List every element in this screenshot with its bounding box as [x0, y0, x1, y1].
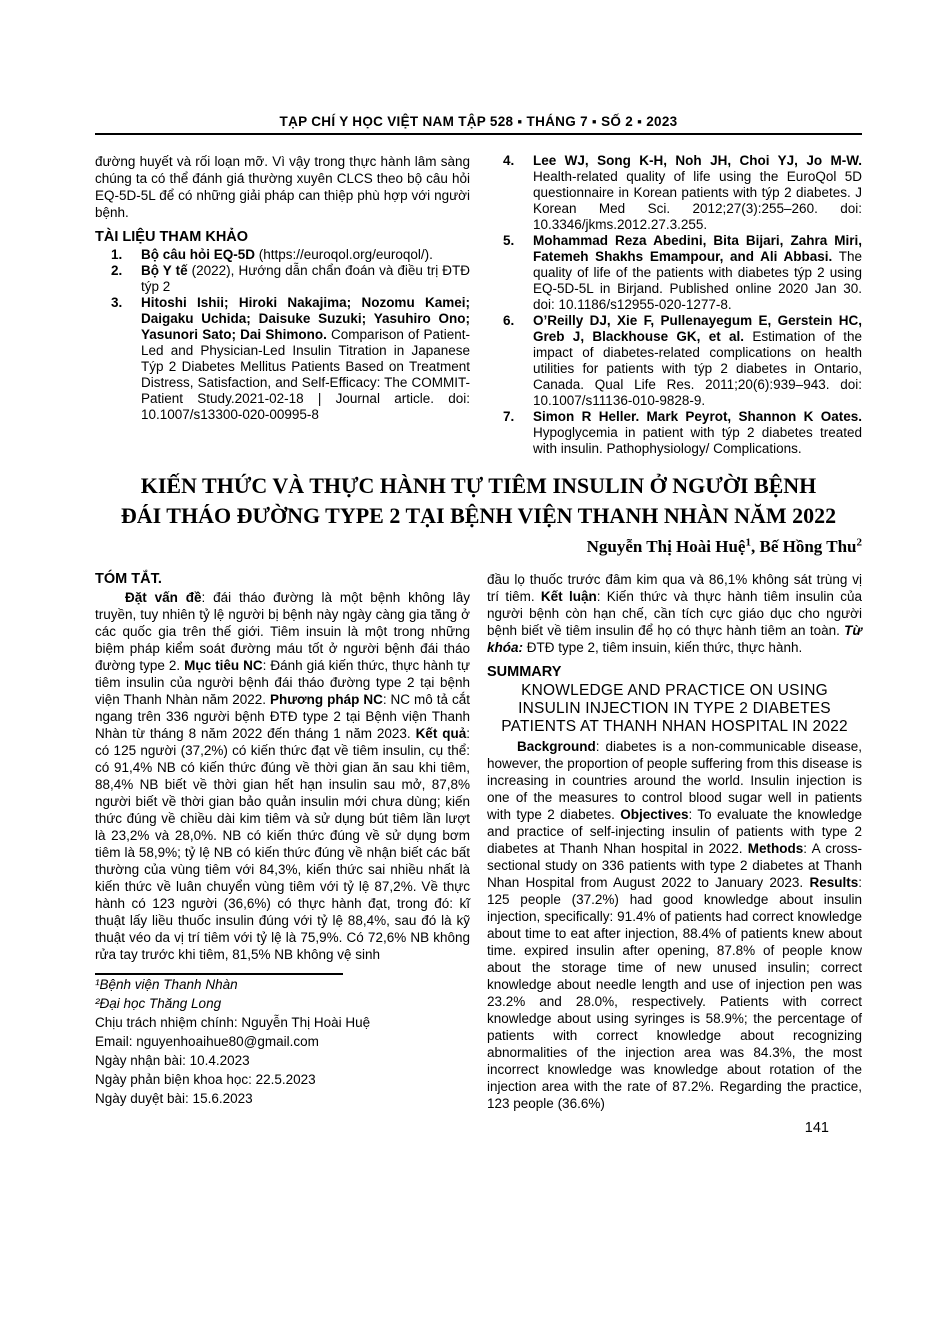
reference-number: 4.: [503, 153, 515, 168]
reference-text: Simon R Heller. Mark Peyrot, Shannon K Oates. Hypoglycemia in patient with týp 2 diabetes treated with insulin. Pathophysiology/ Complications.: [533, 409, 862, 456]
main-right-column: [487, 571, 862, 1112]
footnote-email: Email: nguyenhoaihue80@gmail.com: [95, 1034, 319, 1049]
top-left-column: [95, 153, 470, 457]
reference-number: 5.: [503, 233, 515, 248]
summary-english-title: KNOWLEDGE AND PRACTICE ON USING INSULIN INJECTION IN TYPE 2 DIABETES PATIENTS AT THANH NHAN HOSPITAL IN 2022: [501, 682, 848, 735]
journal-header: TẠP CHÍ Y HỌC VIỆT NAM TẬP 528 ▪ THÁNG 7 ▪ SỐ 2 ▪ 2023: [95, 114, 862, 135]
abstract-summary-section: [95, 571, 862, 1112]
article-title-line2: ĐÁI THÁO ĐƯỜNG TYPE 2 TẠI BỆNH VIỆN THANH NHÀN NĂM 2022: [120, 503, 837, 528]
reference-text: O’Reilly DJ, Xie F, Pullenayegum E, Gerstein HC, Greb J, Blackhouse GK, et al. Estimation of the impact of diabetes-related complications on health utilities for patients with týp 2 diabetes in Ontario, Canada. Qual Life Res. 2011;20(6):939–943. doi: 10.1007/s11136-010-9828-9.: [533, 313, 862, 408]
summary-paragraph: Background: diabetes is a non-communicable disease, however, the proportion of people suffering from this disease is increasing in countries around the world. Insulin injection is one of the measures to control blood sugar well in patients with type 2 diabetes. Objectives: To evaluate the knowledge and practice of self-injecting insulin of patients with type 2 diabetes at Thanh Nhan hospital in 2022. Methods: A cross-sectional study on 336 patients with type 2 diabetes at Thanh Nhan Hospital from August 2022 to January 2023. Results: 125 people (37.2%) had good knowledge about insulin injection, specifically: 91.4% of patients had correct knowledge about time to eat after injection, 88.4% of patients knew about time. expired insulin after opening, 87.8% of people know about the storage time of new unused insulin; correct knowledge about needle length and use of injection pen was 23.2% and 28.0%, respectively. Patients with correct knowledge about using syringes is 58.9%; the percentage of patients with correct knowledge about recognizing abnormalities of the injection area was 84.3%, the most incorrect knowledge was knowledge about rotation of the injection area with the rate of 87.2%. Regarding the practice, 123 people (36.6%): [487, 739, 862, 1111]
abstract-paragraph: Đặt vấn đề: đái tháo đường là một bệnh không lây truyền, tuy nhiên tỷ lệ người bị bệnh này ngày càng gia tăng ở các quốc gia trên thế giới. Tiêm insuin là một trong những biệm pháp kiểm soát đường máu tốt ở người bệnh đái tháo đường type 2. Mục tiêu NC: Đánh giá kiến thức, thực hành tự tiêm insulin của người bệnh đái tháo đường type 2 tại bệnh viện Thanh Nhàn năm 2022. Phương pháp NC: NC mô tả cắt ngang trên 336 người bệnh ĐTĐ type 2 tại Bệnh viện Thanh Nhàn từ tháng 8 năm 2022 đến tháng 1 năm 2023. Kết quả: có 125 người (37,2%) có kiến thức đạt về tiêm insulin, cụ thể: có 91,4% NB có kiến thức đúng về thời gian ăn sau khi tiêm, 88,4% NB biết về thời gian hết hạn insulin sau mở, 87,8% người biết về thời gian bảo quản insulin mới chưa dùng; kiến thức đúng về chiều dài kim tiêm và sử dụng bút tiêm lần lượt là 23,2% và 28,0%. NB có kiến thức đúng về sử dụng bơm tiêm là 58,9%; tỷ lệ NB có kiến thức đúng về nhận biết các bất thường của vùng tiêm với 84,3%, kiến thức sai nhiều nhất là kiến thức về luân chuyển vùng tiêm với tỷ lệ 87,2%. Về thực hành có 123 người (36,6%) có thực hành đạt, trong đó: kĩ thuật lấy liều thuốc insulin đúng với tỷ lệ 88,4%, sau đó là kỹ thuật véo da vị trí tiêm với tỷ lệ là 75,9%. Có 72,6% NB không rửa tay trước khi tiêm, 81,5% NB không vệ sinh: [95, 590, 470, 962]
reference-item: [487, 409, 862, 457]
page-number: 141: [804, 1120, 829, 1136]
reference-number: 7.: [503, 409, 515, 424]
abstract-continuation-paragraph: đầu lọ thuốc trước đâm kim qua và 86,1% không sát trùng vị trí tiêm. Kết luận: Kiến thức và thực hành tiêm insulin của người bệnh còn hạn chế, cần tích cực giáo dục cho người bệnh biết về tiêm insulin để họ có thực hành tiêm an toàn. Từ khóa: ĐTĐ type 2, tiêm insuin, kiến thức, thực hành.: [487, 572, 862, 655]
reference-text: Bộ Y tế (2022), Hướng dẫn chẩn đoán và điều trị ĐTĐ týp 2: [141, 263, 470, 294]
reference-list-right: [487, 153, 862, 457]
reference-number: 1.: [111, 247, 123, 262]
footnote-corresponding-author: Chịu trách nhiệm chính: Nguyễn Thị Hoài Huệ: [95, 1015, 371, 1030]
prev-article-closing-paragraph: đường huyết và rối loạn mỡ. Vì vậy trong thực hành lâm sàng chúng ta có thể đánh giá thường xuyên CLCS theo bộ câu hỏi EQ-5D-5L để có những giải pháp can thiệp phù hợp với người bệnh.: [95, 154, 470, 220]
reference-item: [487, 233, 862, 313]
reference-text: Bộ câu hỏi EQ-5D (https://euroqol.org/euroqol/).: [141, 247, 433, 262]
reference-list-left: [95, 247, 470, 423]
top-right-column: [487, 153, 862, 457]
footnote-accepted-date: Ngày duyệt bài: 15.6.2023: [95, 1091, 253, 1106]
previous-article-section: [95, 153, 862, 457]
reference-item: [95, 263, 470, 295]
reference-number: 6.: [503, 313, 515, 328]
footnote-received-date: Ngày nhận bài: 10.4.2023: [95, 1053, 250, 1068]
reference-item: [487, 313, 862, 409]
abstract-heading: TÓM TẮT.: [95, 571, 162, 587]
footnote-affiliation-1: ¹Bệnh viện Thanh Nhàn: [95, 977, 238, 992]
footnote-affiliation-2: ²Đại học Thăng Long: [95, 996, 222, 1011]
reference-item: [487, 153, 862, 233]
main-left-column: [95, 571, 470, 1112]
reference-text: Mohammad Reza Abedini, Bita Bijari, Zahra Miri, Fatemeh Shakhs Emampour, and Ali Abbasi. The quality of life of the patients with diabetes týp 2 using EQ-5D-5L in Birjand. Published online 2020 Jan 30. doi: 10.1186/s12955-020-1277-8.: [533, 233, 862, 312]
footnote-lines: [95, 975, 470, 1108]
references-heading: TÀI LIỆU THAM KHẢO: [95, 229, 249, 245]
reference-item: [95, 295, 470, 423]
article-title-line1: KIẾN THỨC VÀ THỰC HÀNH TỰ TIÊM INSULIN Ở NGƯỜI BỆNH: [140, 473, 817, 498]
reference-number: 2.: [111, 263, 123, 278]
reference-number: 3.: [111, 295, 123, 310]
reference-text: Lee WJ, Song K-H, Noh JH, Choi YJ, Jo M-W. Health-related quality of life using the EuroQol 5D questionnaire in Korean patients with týp 2 diabetes. J Korean Med Sci. 2012;27(3):255–260. doi: 10.3346/jkms.2012.27.3.255.: [533, 153, 862, 232]
footnotes: [95, 973, 470, 1108]
reference-item: [95, 247, 470, 263]
summary-heading: SUMMARY: [487, 664, 562, 680]
reference-text: Hitoshi Ishii; Hiroki Nakajima; Nozomu Kamei; Daigaku Uchida; Daisuke Suzuki; Yasuhiro Ono; Yasunori Sato; Dai Shimono. Comparison of Patient-Led and Physician-Led Insulin Titration in Japanese Týp 2 Diabetes Mellitus Patients Based on Treatment Distress, Satisfaction, and Self-Efficacy: The COMMIT-Patient Study.2021-02-18 | Journal article. doi: 10.1007/s13300-020-00995-8: [141, 295, 470, 422]
footnote-review-date: Ngày phản biện khoa học: 22.5.2023: [95, 1072, 316, 1087]
article-title: [95, 471, 862, 531]
article-authors: Nguyễn Thị Hoài Huệ$^1$, Bế Hồng Thu$^2$: [586, 536, 862, 556]
